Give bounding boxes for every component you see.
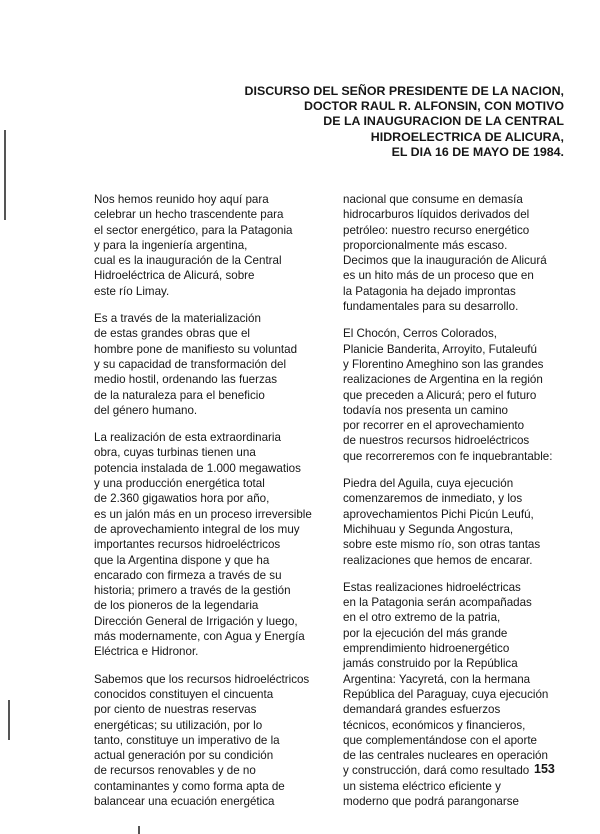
text-line: y una producción energética total (94, 477, 265, 491)
text-line: Michihuau y Segunda Angostura, (343, 522, 514, 536)
text-line: es un hito más de un proceso que en (343, 269, 534, 283)
paragraph (94, 672, 326, 810)
text-line: Sabemos que los recursos hidroeléctricos (94, 672, 310, 686)
text-line: que la Argentina dispone y que ha (94, 553, 270, 567)
heading-line: HIDROELECTRICA DE ALICURA, (370, 129, 564, 144)
text-line: comenzaremos de inmediato, y los (343, 492, 523, 506)
text-line: este río Limay. (94, 284, 170, 298)
text-line: Argentina: Yacyretá, con la hermana (343, 672, 531, 686)
text-line: La realización de esta extraordinaria (94, 431, 281, 445)
text-line: importantes recursos hidroeléctricos (94, 538, 281, 552)
text-line: realizaciones que hemos de encarar. (343, 553, 533, 567)
scan-margin-mark (8, 700, 10, 740)
text-line: potencia instalada de 1.000 megawatios (94, 461, 301, 475)
heading-line: DE LA INAUGURACION DE LA CENTRAL (323, 114, 564, 129)
text-line: por la ejecución del más grande (343, 626, 508, 640)
text-line: celebrar un hecho trascendente para (94, 208, 284, 222)
paragraph (94, 192, 326, 299)
scan-margin-mark (138, 826, 140, 834)
text-line: por ciento de nuestras reservas (94, 703, 257, 717)
text-line: realizaciones de Argentina en la región (343, 373, 543, 387)
text-line: y Florentino Ameghino son las grandes (343, 357, 544, 371)
text-line: de las centrales nucleares en operación (343, 749, 548, 763)
scan-margin-mark (4, 130, 6, 220)
text-line: balancear una ecuación energética (94, 794, 275, 808)
text-line: fundamentales para su desarrollo. (343, 300, 519, 314)
text-line: un sistema eléctrico eficiente y (343, 779, 501, 793)
text-line: aprovechamientos Pichi Picún Leufú, (343, 507, 534, 521)
text-line: del género humano. (94, 403, 198, 417)
text-line: Estas realizaciones hidroeléctricas (343, 580, 521, 594)
text-line: Es a través de la materialización (94, 312, 261, 326)
text-line: todavía nos presenta un camino (343, 403, 508, 417)
text-line: Dirección General de Irrigación y luego, (94, 614, 298, 628)
text-line: Hidroeléctrica de Alicurá, sobre (94, 269, 255, 283)
text-line: la Patagonia ha dejado improntas (343, 284, 516, 298)
text-line: en la Patagonia serán acompañadas (343, 596, 532, 610)
heading-line: DISCURSO DEL SEÑOR PRESIDENTE DE LA NACION, (244, 84, 564, 98)
text-line: de nuestros recursos hidroeléctricos (343, 434, 530, 448)
text-line: obra, cuyas turbinas tienen una (94, 446, 256, 460)
text-line: Eléctrica e Hidronor. (94, 645, 199, 659)
text-line: emprendimiento hidroenergético (343, 642, 510, 656)
text-line: nacional que consume en demasía (343, 193, 523, 206)
text-line: hombre pone de manifiesto su voluntad (94, 342, 298, 356)
text-line: de aprovechamiento integral de los muy (94, 522, 300, 536)
text-line: Piedra del Aguila, cuya ejecución (343, 477, 514, 491)
text-line: tanto, constituye un imperativo de la (94, 733, 280, 747)
right-text-column (343, 192, 579, 821)
paragraph (343, 192, 579, 314)
text-line: y su capacidad de transformación del (94, 357, 287, 371)
text-line: de 2.360 gigawatios hora por año, (94, 492, 270, 506)
text-line: actual generación por su condición (94, 749, 274, 763)
text-line: cual es la inauguración de la Central (94, 254, 282, 268)
text-line: República del Paraguay, cuya ejecución (343, 687, 549, 701)
paragraph (343, 476, 579, 568)
text-line: energéticas; su utilización, por lo (94, 718, 263, 732)
text-line: petróleo: nuestro recurso energético (343, 223, 530, 237)
text-line: que preceden a Alicurá; pero el futuro (343, 388, 537, 402)
paragraph (94, 430, 326, 659)
text-line: encarado con firmeza a través de su (94, 568, 282, 582)
text-line: demandará grandes esfuerzos (343, 703, 501, 717)
text-line: conocidos constituyen el cincuenta (94, 687, 274, 701)
text-line: hidrocarburos líquidos derivados del (343, 208, 530, 222)
text-line: Planicie Banderita, Arroyito, Futaleufú (343, 342, 537, 356)
heading-line: EL DIA 16 DE MAYO DE 1984. (391, 144, 564, 159)
text-line: de estas grandes obras que el (94, 327, 250, 341)
paragraph (343, 326, 579, 464)
page-number: 153 (534, 762, 555, 776)
text-line: moderno que podrá parangonarse (343, 794, 519, 808)
text-line: jamás construido por la República (343, 657, 518, 671)
text-line: el sector energético, para la Patagonia (94, 223, 293, 237)
text-line: que complementándose con el aporte (343, 733, 538, 747)
text-line: por recorrer en el aprovechamiento (343, 419, 525, 433)
text-line: Decimos que la inauguración de Alicurá (343, 254, 547, 268)
text-line: más modernamente, con Agua y Energía (94, 630, 305, 644)
text-line: medio hostil, ordenando las fuerzas (94, 373, 278, 387)
text-line: sobre este mismo río, son otras tantas (343, 538, 541, 552)
text-line: técnicos, económicos y financieros, (343, 718, 526, 732)
text-line: de los pioneros de la legendaria (94, 599, 259, 613)
text-line: de recursos renovables y de no (94, 764, 256, 778)
text-line: y para la ingeniería argentina, (94, 238, 248, 252)
speech-heading (184, 84, 564, 160)
paragraph (94, 311, 326, 418)
text-line: en el otro extremo de la patria, (343, 611, 501, 625)
heading-line: DOCTOR RAUL R. ALFONSIN, CON MOTIVO (304, 99, 564, 114)
text-line: proporcionalmente más escaso. (343, 238, 508, 252)
text-line: Nos hemos reunido hoy aquí para (94, 193, 269, 206)
left-text-column (94, 192, 326, 821)
text-line: contaminantes y como forma apta de (94, 779, 285, 793)
text-line: historia; primero a través de la gestión (94, 584, 291, 598)
text-line: de la naturaleza para el beneficio (94, 388, 265, 402)
text-line: El Chocón, Cerros Colorados, (343, 327, 498, 341)
text-line: que recorreremos con fe inquebrantable: (343, 449, 553, 463)
text-line: es un jalón más en un proceso irreversible (94, 507, 312, 521)
text-line: y construcción, dará como resultado (343, 764, 530, 778)
